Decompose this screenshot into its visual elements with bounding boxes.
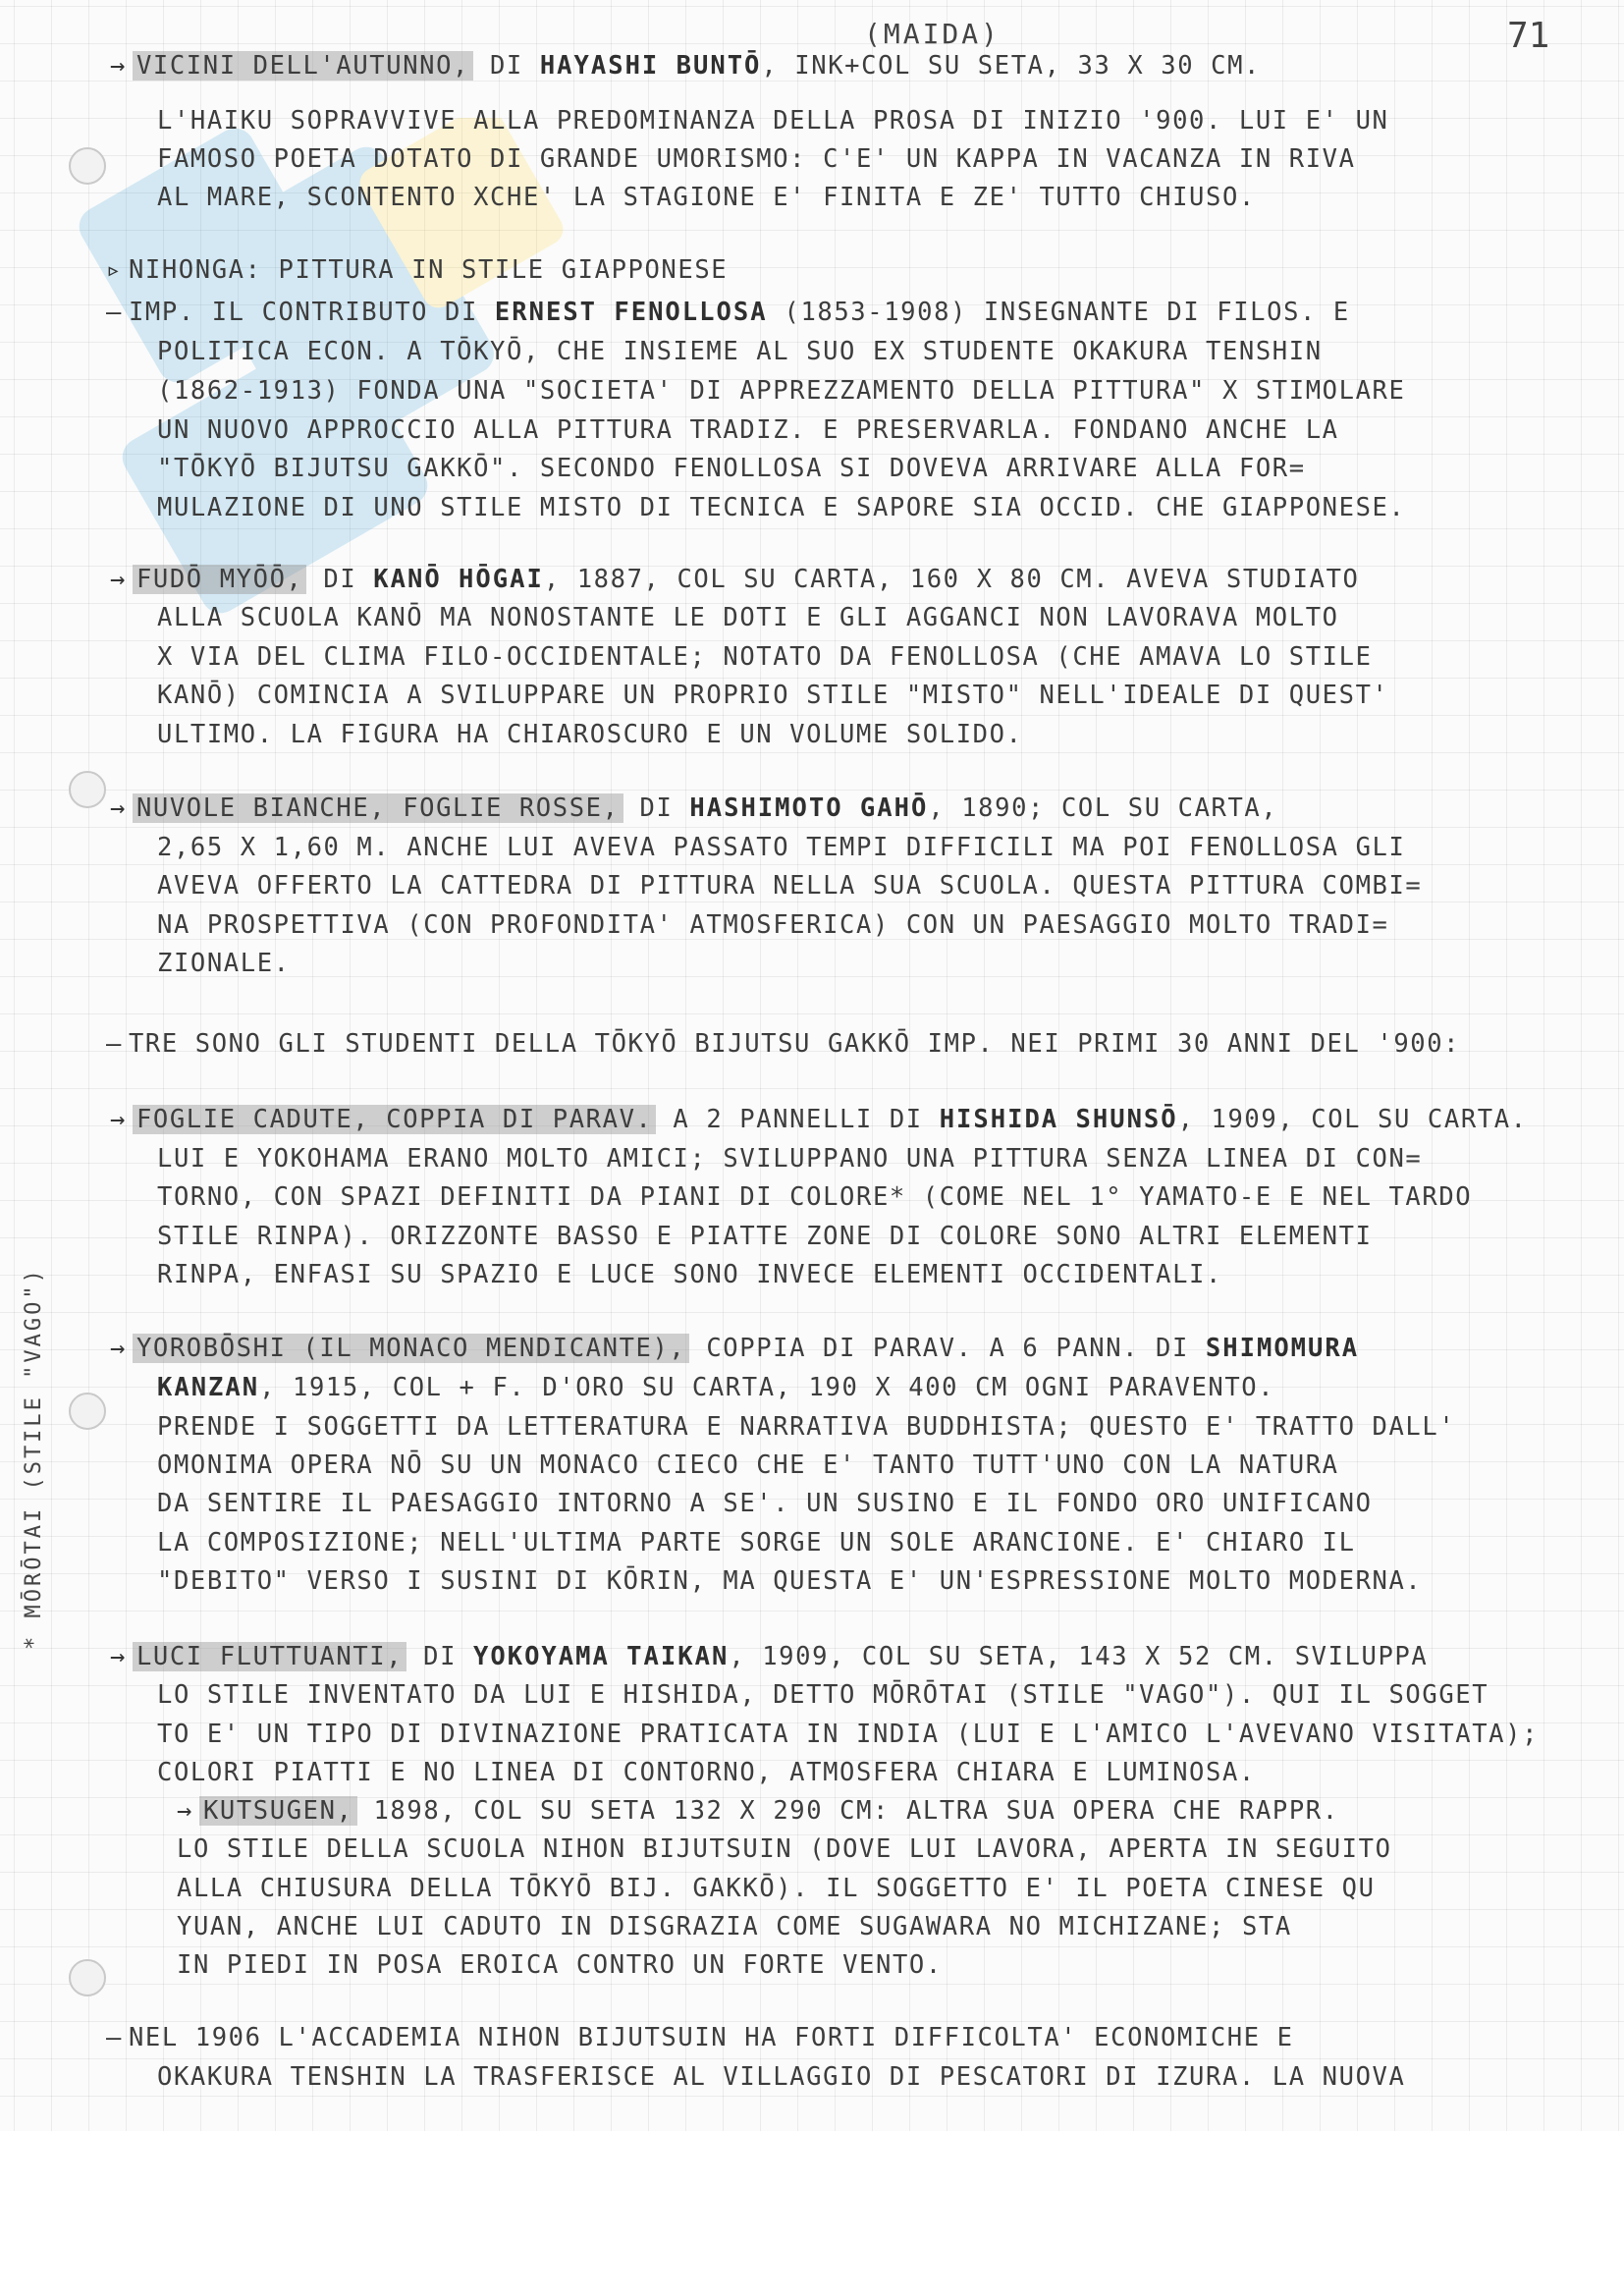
note-text: 2,65 X 1,60 M. ANCHE LUI AVEVA PASSATO TEMPI DIFFICILI MA POI FENOLLOSA GLI bbox=[157, 833, 1406, 862]
artist-name: HAYASHI BUNTŌ bbox=[539, 51, 762, 81]
note-text: MULAZIONE DI UNO STILE MISTO DI TECNICA E SAPORE SIA OCCID. CHE GIAPPONESE. bbox=[157, 493, 1406, 522]
note-line bbox=[177, 1796, 1339, 1826]
artwork-title: NUVOLE BIANCHE, FOGLIE ROSSE, bbox=[133, 793, 623, 823]
note-text: OMONIMA OPERA NŌ SU UN MONACO CIECO CHE E' TANTO TUTT'UNO CON LA NATURA bbox=[157, 1450, 1339, 1480]
punch-hole bbox=[69, 147, 106, 185]
note-text: "DEBITO" VERSO I SUSINI DI KŌRIN, MA QUESTA E' UN'ESPRESSIONE MOLTO MODERNA. bbox=[157, 1566, 1423, 1596]
note-text: PRENDE I SOGGETTI DA LETTERATURA E NARRATIVA BUDDHISTA; QUESTO E' TRATTO DALL' bbox=[157, 1412, 1456, 1442]
note-text: TRE SONO GLI STUDENTI DELLA TŌKYŌ BIJUTSU GAKKŌ IMP. NEI PRIMI 30 ANNI DEL '900: bbox=[128, 1029, 1461, 1059]
note-line bbox=[157, 1373, 1274, 1402]
note-line bbox=[157, 833, 1405, 862]
note-text: KANŌ) COMINCIA A SVILUPPARE UN PROPRIO STILE "MISTO" NELL'IDEALE DI QUEST' bbox=[157, 681, 1389, 710]
note-text: , INK+COL SU SETA, 33 X 30 CM. bbox=[761, 51, 1261, 81]
note-line bbox=[157, 1528, 1356, 1558]
note-text: IN PIEDI IN POSA EROICA CONTRO UN FORTE VENTO. bbox=[177, 1950, 943, 1980]
note-line bbox=[157, 910, 1388, 940]
note-line bbox=[110, 565, 1360, 594]
note-line bbox=[110, 1642, 1428, 1671]
artist-name: HISHIDA SHUNSŌ bbox=[939, 1105, 1178, 1134]
page-header: (MAIDA) bbox=[864, 18, 1001, 50]
artist-name: SHIMOMURA bbox=[1205, 1334, 1360, 1363]
note-line bbox=[157, 1144, 1422, 1174]
note-text: FAMOSO POETA DOTATO DI GRANDE UMORISMO: C'E' UN KAPPA IN VACANZA IN RIVA bbox=[157, 144, 1356, 174]
note-text: , 1909, COL SU SETA, 143 X 52 CM. SVILUPPA bbox=[729, 1642, 1429, 1671]
note-line bbox=[157, 1680, 1489, 1710]
bullet-mark: – bbox=[106, 298, 123, 327]
note-line bbox=[157, 1758, 1256, 1787]
note-text: LUI E YOKOHAMA ERANO MOLTO AMICI; SVILUPPANO UNA PITTURA SENZA LINEA DI CON= bbox=[157, 1144, 1423, 1174]
note-line bbox=[110, 51, 1261, 81]
note-line bbox=[157, 144, 1356, 174]
note-text: RINPA, ENFASI SU SPAZIO E LUCE SONO INVECE ELEMENTI OCCIDENTALI. bbox=[157, 1260, 1222, 1289]
artist-name: YOKOYAMA TAIKAN bbox=[473, 1642, 730, 1671]
bullet-mark: – bbox=[106, 1029, 123, 1059]
note-text: ZIONALE. bbox=[157, 949, 291, 978]
note-text: L'HAIKU SOPRAVVIVE ALLA PREDOMINANZA DELLA PROSA DI INIZIO '900. LUI E' UN bbox=[157, 106, 1389, 136]
note-text: STILE RINPA). ORIZZONTE BASSO E PIATTE ZONE DI COLORE SONO ALTRI ELEMENTI bbox=[157, 1222, 1373, 1251]
note-line bbox=[177, 1874, 1376, 1903]
note-line bbox=[157, 1412, 1455, 1442]
note-line bbox=[110, 1105, 1528, 1134]
note-line bbox=[157, 493, 1405, 522]
note-text: LO STILE INVENTATO DA LUI E HISHIDA, DETTO MŌRŌTAI (STILE "VAGO"). QUI IL SOGGET bbox=[157, 1680, 1489, 1710]
note-text: ALLA CHIUSURA DELLA TŌKYŌ BIJ. GAKKŌ). IL SOGGETTO E' IL POETA CINESE QU bbox=[177, 1874, 1376, 1903]
note-text: TORNO, CON SPAZI DEFINITI DA PIANI DI COLORE* (COME NEL 1° YAMATO-E E NEL TARDO bbox=[157, 1182, 1473, 1212]
bullet-mark: – bbox=[106, 2023, 123, 2052]
note-line bbox=[157, 1489, 1373, 1518]
note-text: UN NUOVO APPROCCIO ALLA PITTURA TRADIZ. E PRESERVARLA. FONDANO ANCHE LA bbox=[157, 415, 1339, 445]
note-text: POLITICA ECON. A TŌKYŌ, CHE INSIEME AL SUO EX STUDENTE OKAKURA TENSHIN bbox=[157, 337, 1323, 366]
note-text: COPPIA DI PARAV. A 6 PANN. DI bbox=[689, 1334, 1206, 1363]
note-text: ALLA SCUOLA KANŌ MA NONOSTANTE LE DOTI E GLI AGGANCI NON LAVORAVA MOLTO bbox=[157, 603, 1339, 632]
note-text: "TŌKYŌ BIJUTSU GAKKŌ". SECONDO FENOLLOSA SI DOVEVA ARRIVARE ALLA FOR= bbox=[157, 454, 1306, 483]
note-text: X VIA DEL CLIMA FILO-OCCIDENTALE; NOTATO DA FENOLLOSA (CHE AMAVA LO STILE bbox=[157, 642, 1373, 672]
note-line bbox=[157, 681, 1388, 710]
page-number: 71 bbox=[1507, 16, 1550, 56]
note-text: , 1887, COL SU CARTA, 160 X 80 CM. AVEVA STUDIATO bbox=[543, 565, 1360, 594]
note-line bbox=[157, 337, 1323, 366]
bullet-mark: → bbox=[110, 1334, 127, 1363]
bullet-mark: → bbox=[110, 565, 127, 594]
note-line bbox=[157, 1720, 1539, 1749]
note-text: AL MARE, SCONTENTO XCHE' LA STAGIONE E' FINITA E ZE' TUTTO CHIUSO. bbox=[157, 183, 1256, 212]
artwork-title: VICINI DELL'AUTUNNO, bbox=[133, 51, 473, 81]
punch-hole bbox=[69, 1959, 106, 1996]
note-line bbox=[106, 298, 1350, 327]
note-line bbox=[157, 2062, 1405, 2092]
artwork-title: FOGLIE CADUTE, COPPIA DI PARAV. bbox=[133, 1105, 657, 1134]
artwork-title: LUCI FLUTTUANTI, bbox=[133, 1642, 406, 1671]
note-line bbox=[157, 183, 1256, 212]
note-text: OKAKURA TENSHIN LA TRASFERISCE AL VILLAGGIO DI PESCATORI DI IZURA. LA NUOVA bbox=[157, 2062, 1406, 2092]
note-line bbox=[157, 642, 1373, 672]
note-text: LO STILE DELLA SCUOLA NIHON BIJUTSUIN (DOVE LUI LAVORA, APERTA IN SEGUITO bbox=[177, 1834, 1392, 1864]
note-text: NIHONGA: PITTURA IN STILE GIAPPONESE bbox=[128, 255, 729, 285]
bullet-mark: → bbox=[110, 1642, 127, 1671]
bullet-mark: → bbox=[177, 1796, 193, 1826]
artist-name: HASHIMOTO GAHŌ bbox=[689, 793, 929, 823]
bullet-mark: → bbox=[110, 1105, 127, 1134]
note-text: AVEVA OFFERTO LA CATTEDRA DI PITTURA NELLA SUA SCUOLA. QUESTA PITTURA COMBI= bbox=[157, 871, 1423, 901]
note-text: LA COMPOSIZIONE; NELL'ULTIMA PARTE SORGE UN SOLE ARANCIONE. E' CHIARO IL bbox=[157, 1528, 1356, 1558]
artwork-title: KUTSUGEN, bbox=[199, 1796, 357, 1826]
note-text: (1862-1913) FONDA UNA "SOCIETA' DI APPREZZAMENTO DELLA PITTURA" X STIMOLARE bbox=[157, 376, 1406, 406]
note-line bbox=[106, 255, 728, 285]
note-line bbox=[106, 2023, 1294, 2052]
margin-note: * MŌRŌTAI (STILE "VAGO") bbox=[22, 1267, 46, 1650]
note-text: TO E' UN TIPO DI DIVINAZIONE PRATICATA IN INDIA (LUI E L'AMICO L'AVEVANO VISITATA); bbox=[157, 1720, 1540, 1749]
note-line bbox=[157, 454, 1306, 483]
artist-name: KANZAN bbox=[157, 1373, 260, 1402]
note-text: 1898, COL SU SETA 132 X 290 CM: ALTRA SUA OPERA CHE RAPPR. bbox=[356, 1796, 1339, 1826]
note-line bbox=[157, 720, 1023, 749]
note-text: (1853-1908) INSEGNANTE DI FILOS. E bbox=[767, 298, 1350, 327]
bullet-mark: → bbox=[110, 793, 127, 823]
note-line bbox=[157, 1566, 1422, 1596]
note-text: DI bbox=[473, 51, 540, 81]
note-line bbox=[157, 949, 291, 978]
note-text: COLORI PIATTI E NO LINEA DI CONTORNO, ATMOSFERA CHIARA E LUMINOSA. bbox=[157, 1758, 1256, 1787]
note-text: A 2 PANNELLI DI bbox=[656, 1105, 940, 1134]
note-line bbox=[177, 1950, 943, 1980]
note-line bbox=[157, 603, 1339, 632]
note-text: IMP. IL CONTRIBUTO DI bbox=[128, 298, 495, 327]
note-line bbox=[177, 1912, 1292, 1941]
note-line bbox=[177, 1834, 1392, 1864]
punch-hole bbox=[69, 1393, 106, 1430]
artist-name: KANŌ HŌGAI bbox=[373, 565, 544, 594]
punch-hole bbox=[69, 771, 106, 808]
note-line bbox=[106, 1029, 1460, 1059]
note-text: NEL 1906 L'ACCADEMIA NIHON BIJUTSUIN HA FORTI DIFFICOLTA' ECONOMICHE E bbox=[128, 2023, 1294, 2052]
note-line bbox=[157, 376, 1405, 406]
note-line bbox=[110, 1334, 1359, 1363]
note-text: , 1909, COL SU CARTA. bbox=[1177, 1105, 1528, 1134]
note-line bbox=[110, 793, 1277, 823]
note-text: DA SENTIRE IL PAESAGGIO INTORNO A SE'. UN SUSINO E IL FONDO ORO UNIFICANO bbox=[157, 1489, 1373, 1518]
bullet-mark: ▹ bbox=[106, 255, 123, 285]
note-text: DI bbox=[406, 1642, 474, 1671]
artwork-title: YOROBŌSHI (IL MONACO MENDICANTE), bbox=[133, 1334, 689, 1363]
note-line bbox=[157, 415, 1339, 445]
note-line bbox=[157, 106, 1388, 136]
artwork-title: FUDŌ MYŌŌ, bbox=[133, 565, 307, 594]
note-line bbox=[157, 1222, 1373, 1251]
artist-name: ERNEST FENOLLOSA bbox=[494, 298, 768, 327]
note-line bbox=[157, 1450, 1339, 1480]
note-text: DI bbox=[306, 565, 374, 594]
note-text: YUAN, ANCHE LUI CADUTO IN DISGRAZIA COME SUGAWARA NO MICHIZANE; STA bbox=[177, 1912, 1292, 1941]
note-text: , 1915, COL + F. D'ORO SU CARTA, 190 X 400 CM OGNI PARAVENTO. bbox=[259, 1373, 1275, 1402]
note-text: ULTIMO. LA FIGURA HA CHIAROSCURO E UN VOLUME SOLIDO. bbox=[157, 720, 1023, 749]
note-text: , 1890; COL SU CARTA, bbox=[928, 793, 1278, 823]
note-line bbox=[157, 871, 1422, 901]
note-text: DI bbox=[623, 793, 690, 823]
note-line bbox=[157, 1182, 1472, 1212]
note-text: NA PROSPETTIVA (CON PROFONDITA' ATMOSFERICA) CON UN PAESAGGIO MOLTO TRADI= bbox=[157, 910, 1389, 940]
note-line bbox=[157, 1260, 1222, 1289]
bullet-mark: → bbox=[110, 51, 127, 81]
